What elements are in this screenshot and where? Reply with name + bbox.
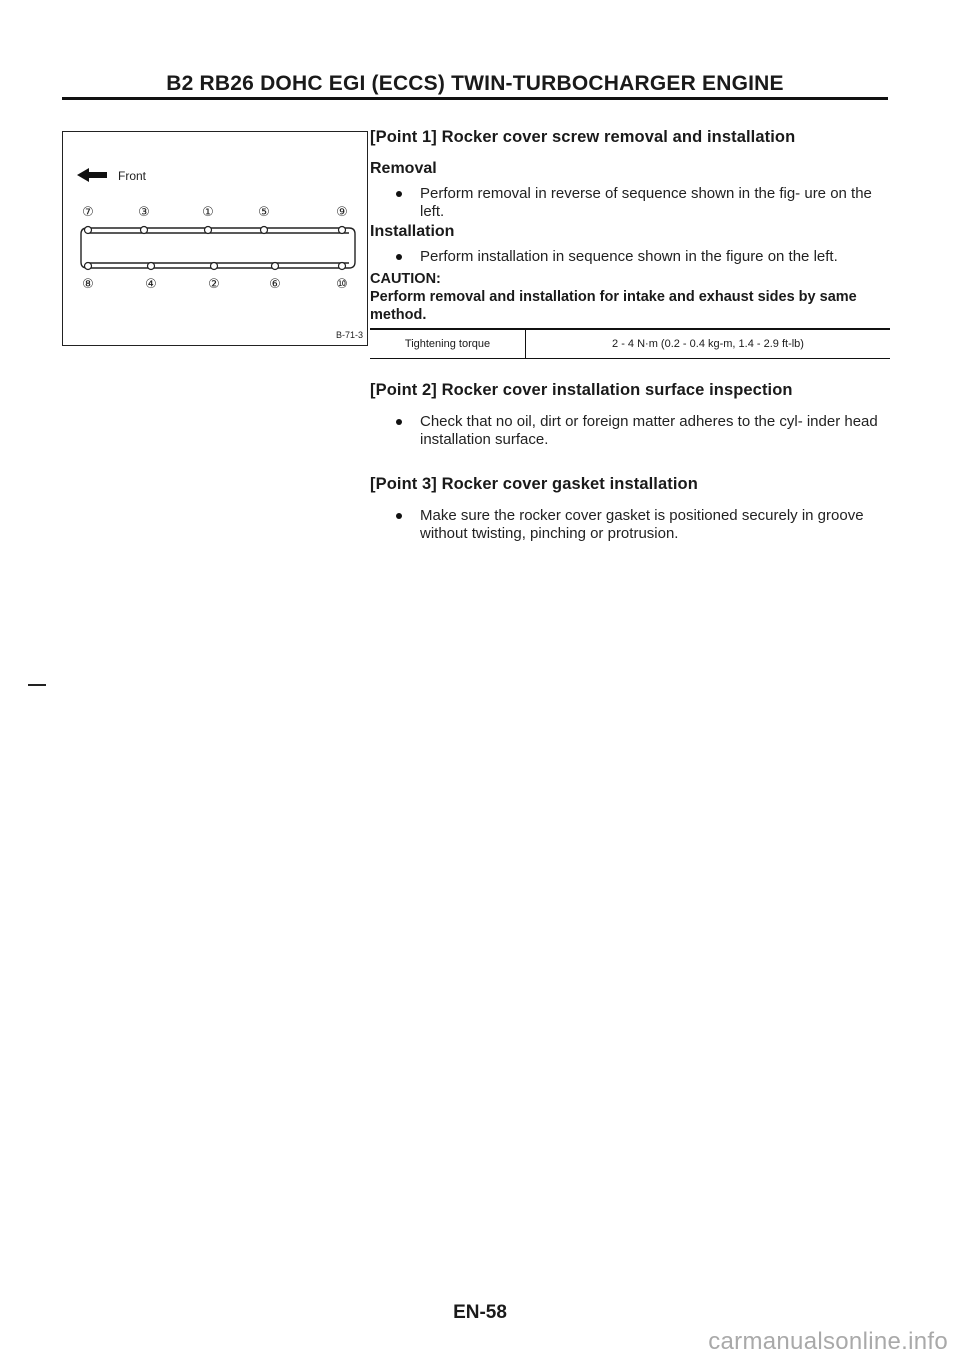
installation-heading: Installation — [370, 223, 455, 240]
front-arrow-icon — [77, 168, 107, 182]
front-label: Front — [118, 169, 147, 183]
seq-number-top-4: ⑤ — [258, 205, 270, 220]
bullet-dot-icon — [396, 191, 402, 197]
point3-title: [Point 3] Rocker cover gasket installation — [370, 475, 698, 493]
caution-heading: CAUTION: — [370, 271, 441, 287]
seq-number-bottom-1: ⑧ — [82, 277, 94, 292]
page-header-title: B2 RB26 DOHC EGI (ECCS) TWIN-TURBOCHARGER ENGINE — [166, 72, 784, 95]
seq-number-bottom-3: ② — [208, 277, 220, 292]
bullet-dot-icon — [396, 254, 402, 260]
installation-text: Perform installation in sequence shown in the figure on the left. — [420, 248, 838, 265]
seq-number-bottom-5: ⑩ — [336, 277, 348, 292]
removal-bullet — [370, 185, 890, 221]
figure-code: B-71-3 — [335, 330, 363, 340]
point2-text: Check that no oil, dirt or foreign matter adheres to the cyl- inder head installation surface. — [420, 413, 878, 448]
seq-number-bottom-4: ⑥ — [269, 277, 281, 292]
bullet-dot-icon — [396, 513, 402, 519]
margin-mark — [28, 684, 46, 686]
bullet-dot-icon — [396, 419, 402, 425]
screw-sequence-figure — [62, 131, 368, 346]
point3-bullet — [370, 507, 890, 543]
point2-bullet — [370, 413, 890, 449]
point3-text: Make sure the rocker cover gasket is positioned securely in groove without twisting, pinching or protrusion. — [420, 507, 864, 542]
page-number: EN-58 — [453, 1302, 507, 1323]
seq-number-top-3: ① — [202, 205, 214, 220]
point2-title: [Point 2] Rocker cover installation surface inspection — [370, 381, 793, 399]
torque-value: 2 - 4 N·m (0.2 - 0.4 kg-m, 1.4 - 2.9 ft-lb) — [612, 338, 804, 350]
caution-text: Perform removal and installation for intake and exhaust sides by same method. — [370, 289, 857, 323]
point1-title: [Point 1] Rocker cover screw removal and installation — [370, 128, 796, 146]
seq-number-top-5: ⑨ — [336, 205, 348, 220]
rocker-cover-diagram — [63, 132, 369, 347]
torque-label: Tightening torque — [370, 330, 526, 358]
torque-table — [370, 328, 890, 359]
seq-number-bottom-2: ④ — [145, 277, 157, 292]
procedure-content — [370, 128, 890, 545]
rocker-cover-outline — [81, 228, 355, 268]
seq-number-top-1: ⑦ — [82, 205, 94, 220]
watermark-text: carmanualsonline.info — [708, 1328, 948, 1355]
seq-number-top-2: ③ — [138, 205, 150, 220]
header-rule — [62, 97, 888, 100]
removal-heading: Removal — [370, 160, 437, 177]
removal-text: Perform removal in reverse of sequence shown in the fig- ure on the left. — [420, 185, 872, 220]
installation-bullet — [370, 248, 890, 266]
